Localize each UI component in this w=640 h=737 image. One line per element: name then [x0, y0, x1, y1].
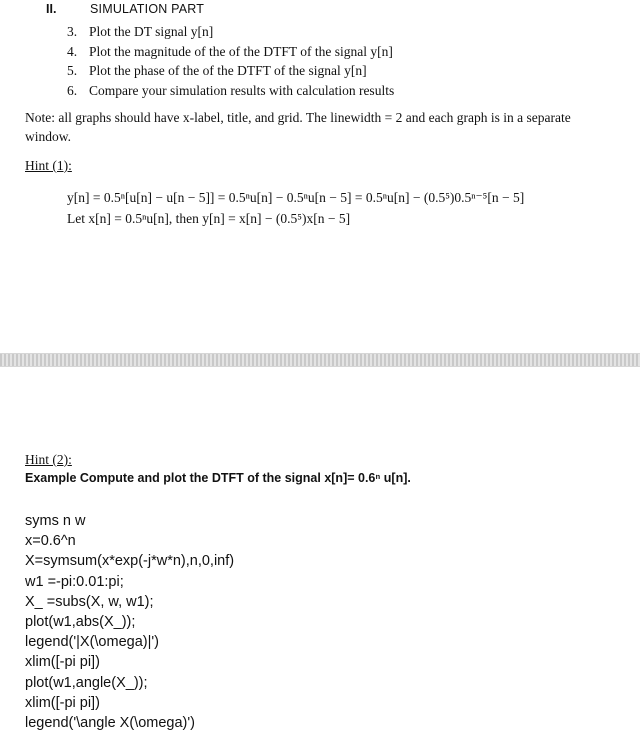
code-line: w1 =-pi:0.01:pi; — [25, 573, 124, 590]
code-line: X=symsum(x*exp(-j*w*n),n,0,inf) — [25, 553, 235, 570]
code-line: plot(w1,angle(X_)); — [25, 674, 148, 691]
code-line: legend('\angle X(\omega)') — [25, 714, 195, 731]
section-heading — [46, 2, 204, 16]
code-line: xlim([-pi pi]) — [25, 654, 100, 671]
section-number: II. — [46, 2, 57, 16]
hint-1-label: Hint (1): — [25, 158, 72, 173]
code-line: syms n w — [25, 513, 86, 529]
code-line: x=0.6^n — [25, 533, 76, 550]
section-title: SIMULATION PART — [90, 2, 205, 16]
example-heading: Example Compute and plot the DTFT of the signal x[n]= 0.6ⁿ u[n]. — [25, 471, 411, 485]
code-line: X_ =subs(X, w, w1); — [25, 593, 154, 610]
task-text: Compare your simulation results with calculation results — [89, 82, 395, 98]
hint-1-equation-1: y[n] = 0.5ⁿ[u[n] − u[n − 5]] = 0.5ⁿu[n] − 0.5ⁿu[n − 5] = 0.5ⁿu[n] − (0.5⁵)0.5ⁿ⁻⁵[n − 5] — [67, 190, 525, 205]
code-line: plot(w1,abs(X_)); — [25, 613, 136, 630]
page-divider — [0, 353, 640, 367]
task-text: Plot the magnitude of the of the DTFT of the signal y[n] — [89, 43, 393, 59]
task-text: Plot the phase of the of the DTFT of the signal y[n] — [89, 63, 367, 78]
task-item: 4. Plot the magnitude of the of the DTFT of the signal y[n] — [67, 43, 393, 59]
task-item: 3. Plot the DT signal y[n] — [67, 24, 214, 39]
hint-1-equation-2: Let x[n] = 0.5ⁿu[n], then y[n] = x[n] − (0.5⁵)x[n − 5] — [67, 211, 351, 226]
task-text: Plot the DT signal y[n] — [89, 24, 214, 39]
note-paragraph: Note: all graphs should have x-label, title, and grid. The linewidth = 2 and each graph is in a separate window. — [25, 110, 571, 144]
code-line: xlim([-pi pi]) — [25, 694, 100, 711]
task-item: 5. Plot the phase of the of the DTFT of the signal y[n] — [67, 63, 367, 78]
hint-2-label: Hint (2): — [25, 452, 72, 467]
code-line: legend('|X(\omega)|') — [25, 634, 159, 651]
code-block — [25, 511, 234, 733]
task-list — [67, 22, 394, 100]
task-item: 6. Compare your simulation results with calculation results — [67, 82, 395, 98]
